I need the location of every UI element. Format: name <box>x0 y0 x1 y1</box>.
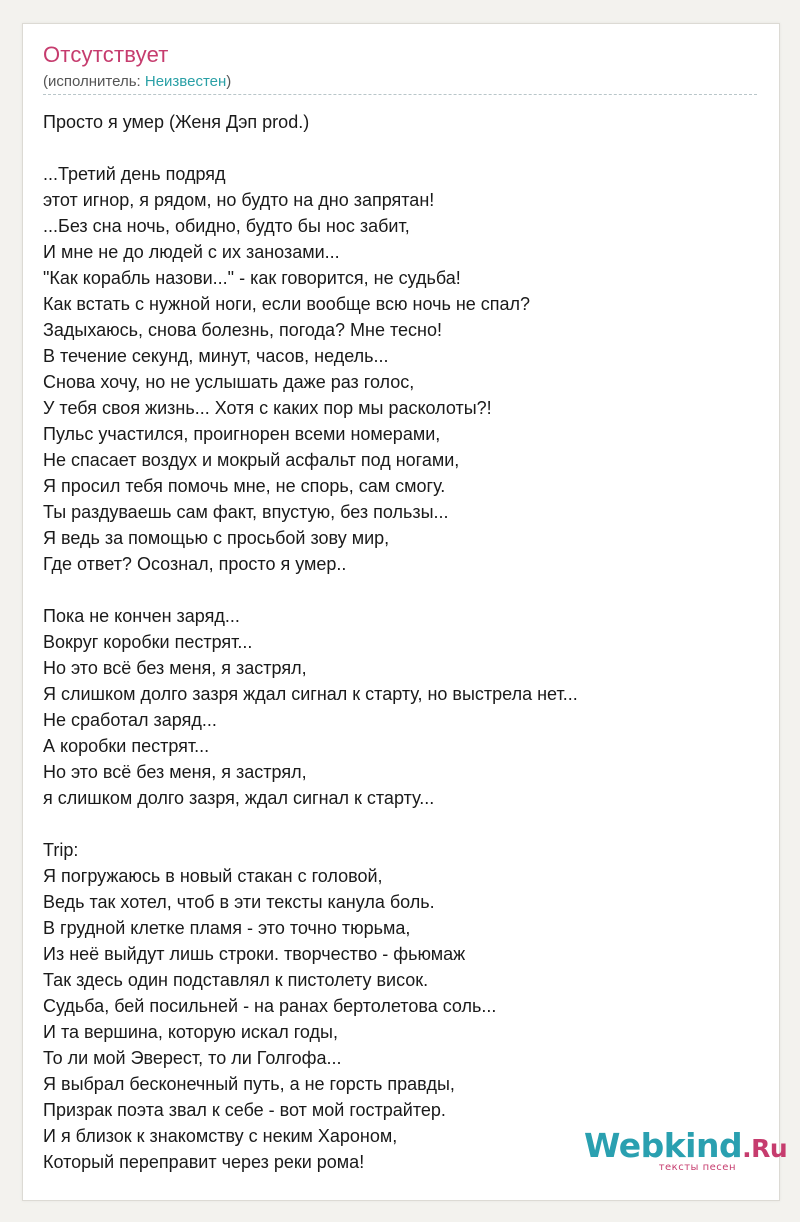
lyric-line: Я просил тебя помочь мне, не спорь, сам смогу. <box>43 476 446 496</box>
lyric-line: Я выбрал бесконечный путь, а не горсть правды, <box>43 1074 455 1094</box>
lyric-line: А коробки пестрят... <box>43 736 210 756</box>
lyric-line: Ведь так хотел, чтоб в эти тексты канула боль. <box>43 892 435 912</box>
lyric-line: Который переправит через реки рома! <box>43 1152 365 1172</box>
lyrics-text <box>43 109 759 1175</box>
lyric-line: Пока не кончен заряд... <box>43 606 240 626</box>
logo-tld: .Ru <box>742 1134 788 1163</box>
lyric-line: И та вершина, которую искал годы, <box>43 1022 338 1042</box>
song-heading: Просто я умер (Женя Дэп prod.) <box>43 112 310 132</box>
lyric-line: Так здесь один подставлял к пистолету висок. <box>43 970 429 990</box>
lyric-line: Снова хочу, но не услышать даже раз голос, <box>43 372 415 392</box>
lyric-line: Я погружаюсь в новый стакан с головой, <box>43 866 383 886</box>
logo-main-text: Webkind <box>584 1126 743 1165</box>
artist-suffix: ) <box>226 73 232 90</box>
stanza-3 <box>43 837 759 1175</box>
lyric-line: В грудной клетке пламя - это точно тюрьма, <box>43 918 411 938</box>
stanza-2 <box>43 603 759 811</box>
lyric-line: Где ответ? Осознал, просто я умер.. <box>43 554 347 574</box>
lyrics-card <box>22 23 780 1201</box>
stanza-gap <box>43 577 759 603</box>
stanza-gap <box>43 811 759 837</box>
lyric-line: Судьба, бей посильней - на ранах бертолетова соль... <box>43 996 497 1016</box>
lyric-line: Пульс участился, проигнорен всеми номерами, <box>43 424 441 444</box>
lyric-line: И я близок к знакомству с неким Хароном, <box>43 1126 398 1146</box>
lyric-line: ...Третий день подряд <box>43 164 226 184</box>
lyric-line: Я слишком долго зазря ждал сигнал к старту, но выстрела нет... <box>43 684 578 704</box>
lyric-line: Но это всё без меня, я застрял, <box>43 658 307 678</box>
song-name-title: Отсутствует <box>43 42 169 67</box>
lyric-line: Из неё выйдут лишь строки. творчество - фьюмаж <box>43 944 466 964</box>
lyric-line: То ли мой Эверест, то ли Голгофа... <box>43 1048 342 1068</box>
lyric-line: В течение секунд, минут, часов, недель... <box>43 346 389 366</box>
lyric-line: Не сработал заряд... <box>43 710 217 730</box>
webkind-logo[interactable] <box>584 1126 788 1176</box>
artist-prefix: (исполнитель: <box>43 73 145 90</box>
header-divider <box>43 94 757 95</box>
lyric-line: Не спасает воздух и мокрый асфальт под ногами, <box>43 450 460 470</box>
lyric-line: Я ведь за помощью с просьбой зову мир, <box>43 528 390 548</box>
stanza-gap <box>43 135 759 161</box>
artist-line <box>43 73 231 90</box>
logo-subtitle: тексты песен <box>658 1162 736 1173</box>
lyric-line: Trip: <box>43 840 79 860</box>
lyric-line: У тебя своя жизнь... Хотя с каких пор мы расколоты?! <box>43 398 492 418</box>
lyric-line: Как встать с нужной ноги, если вообще всю ночь не спал? <box>43 294 531 314</box>
lyric-line: ...Без сна ночь, обидно, будто бы нос забит, <box>43 216 410 236</box>
lyric-line: я слишком долго зазря, ждал сигнал к старту... <box>43 788 435 808</box>
lyric-line: Но это всё без меня, я застрял, <box>43 762 307 782</box>
lyric-line: "Как корабль назови..." - как говорится, не судьба! <box>43 268 461 288</box>
lyric-line: Призрак поэта звал к себе - вот мой гострайтер. <box>43 1100 446 1120</box>
lyric-line: Задыхаюсь, снова болезнь, погода? Мне тесно! <box>43 320 442 340</box>
lyric-line: Вокруг коробки пестрят... <box>43 632 253 652</box>
lyric-line: И мне не до людей с их занозами... <box>43 242 340 262</box>
artist-link[interactable]: Неизвестен <box>144 73 227 90</box>
lyric-line: этот игнор, я рядом, но будто на дно запрятан! <box>43 190 435 210</box>
stanza-1 <box>43 161 759 577</box>
lyric-line: Ты раздуваешь сам факт, впустую, без пользы... <box>43 502 449 522</box>
